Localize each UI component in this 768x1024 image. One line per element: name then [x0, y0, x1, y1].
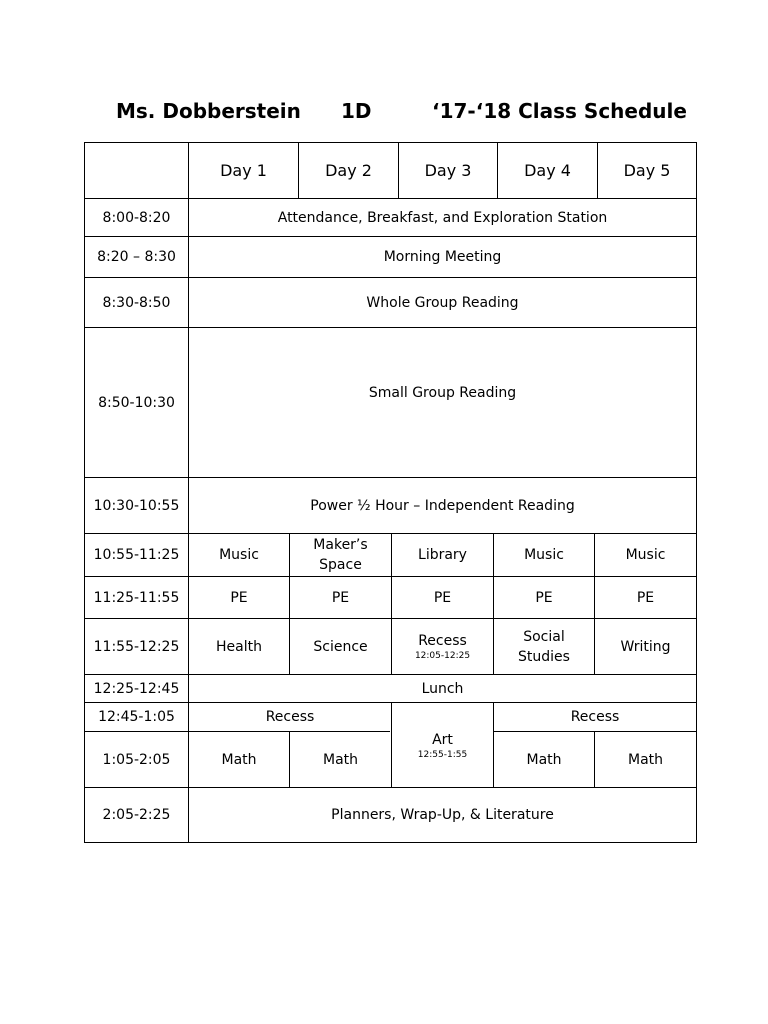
table-border-bottom [84, 842, 697, 843]
subject-day-2: Science [313, 638, 368, 655]
subject-day-4 [494, 619, 594, 674]
recess-time: 12:05-12:25 [414, 651, 471, 661]
day-header: Day 2 [325, 160, 372, 180]
lunch-block: Lunch [421, 680, 464, 697]
whole-group-reading-block: Whole Group Reading [366, 294, 519, 311]
special-day-2 [290, 534, 391, 576]
subject-day-5: Writing [620, 638, 671, 655]
art-label: Art [432, 731, 453, 748]
subject-day-4-line-2: Studies [518, 648, 570, 665]
special-day-2-line-1: Maker’s [313, 537, 368, 553]
schedule-title: ‘17-‘18 Class Schedule [432, 99, 687, 123]
time-slot: 8:50-10:30 [98, 394, 175, 411]
special-day-3: Library [418, 547, 467, 563]
pe-day-3: PE [433, 589, 452, 606]
time-slot: 11:25-11:55 [93, 589, 180, 606]
time-slot: 11:55-12:25 [93, 638, 180, 655]
art-time: 12:55-1:55 [417, 749, 468, 760]
time-slot: 8:00-8:20 [102, 209, 171, 226]
planners-block: Planners, Wrap-Up, & Literature [331, 807, 554, 823]
day-header: Day 4 [524, 160, 571, 180]
pe-day-1: PE [230, 589, 248, 606]
special-day-1: Music [219, 547, 259, 563]
teacher-name: Ms. Dobberstein [116, 99, 301, 123]
day-header: Day 1 [220, 160, 267, 180]
recess-label: Recess [418, 633, 467, 649]
morning-meeting-block: Morning Meeting [383, 249, 502, 265]
special-day-2-line-2: Space [319, 557, 362, 573]
art-block [392, 703, 493, 787]
time-slot: 12:25-12:45 [93, 680, 180, 697]
time-slot: 10:30-10:55 [93, 497, 180, 514]
math-day-4: Math [526, 751, 562, 768]
day-header: Day 3 [424, 160, 472, 180]
pe-day-2: PE [331, 589, 350, 606]
table-border-right [696, 142, 697, 843]
special-day-5: Music [625, 547, 666, 563]
pe-day-4: PE [535, 589, 553, 606]
math-day-1: Math [221, 751, 257, 768]
day-header: Day 5 [623, 160, 671, 180]
attendance-block: Attendance, Breakfast, and Exploration Station [277, 209, 608, 226]
time-slot: 8:30-8:50 [102, 294, 171, 311]
class-name: 1D [341, 99, 372, 123]
pe-day-5: PE [636, 589, 655, 606]
math-day-5: Math [627, 751, 664, 768]
math-day-2: Math [322, 751, 359, 768]
subject-day-1: Health [216, 638, 262, 655]
subject-day-4-line-1: Social [523, 628, 565, 645]
time-slot: 2:05-2:25 [102, 807, 171, 823]
time-slot: 1:05-2:05 [102, 751, 171, 768]
time-slot: 12:45-1:05 [98, 709, 175, 725]
power-hour-block: Power ½ Hour – Independent Reading [310, 497, 575, 514]
special-day-4: Music [524, 547, 564, 563]
recess-day-3 [392, 619, 493, 674]
time-slot: 10:55-11:25 [93, 547, 180, 563]
small-group-reading-block: Small Group Reading [368, 385, 517, 401]
recess-days-1-2: Recess [265, 709, 315, 725]
recess-days-4-5: Recess [570, 709, 620, 725]
time-slot: 8:20 – 8:30 [97, 249, 176, 265]
